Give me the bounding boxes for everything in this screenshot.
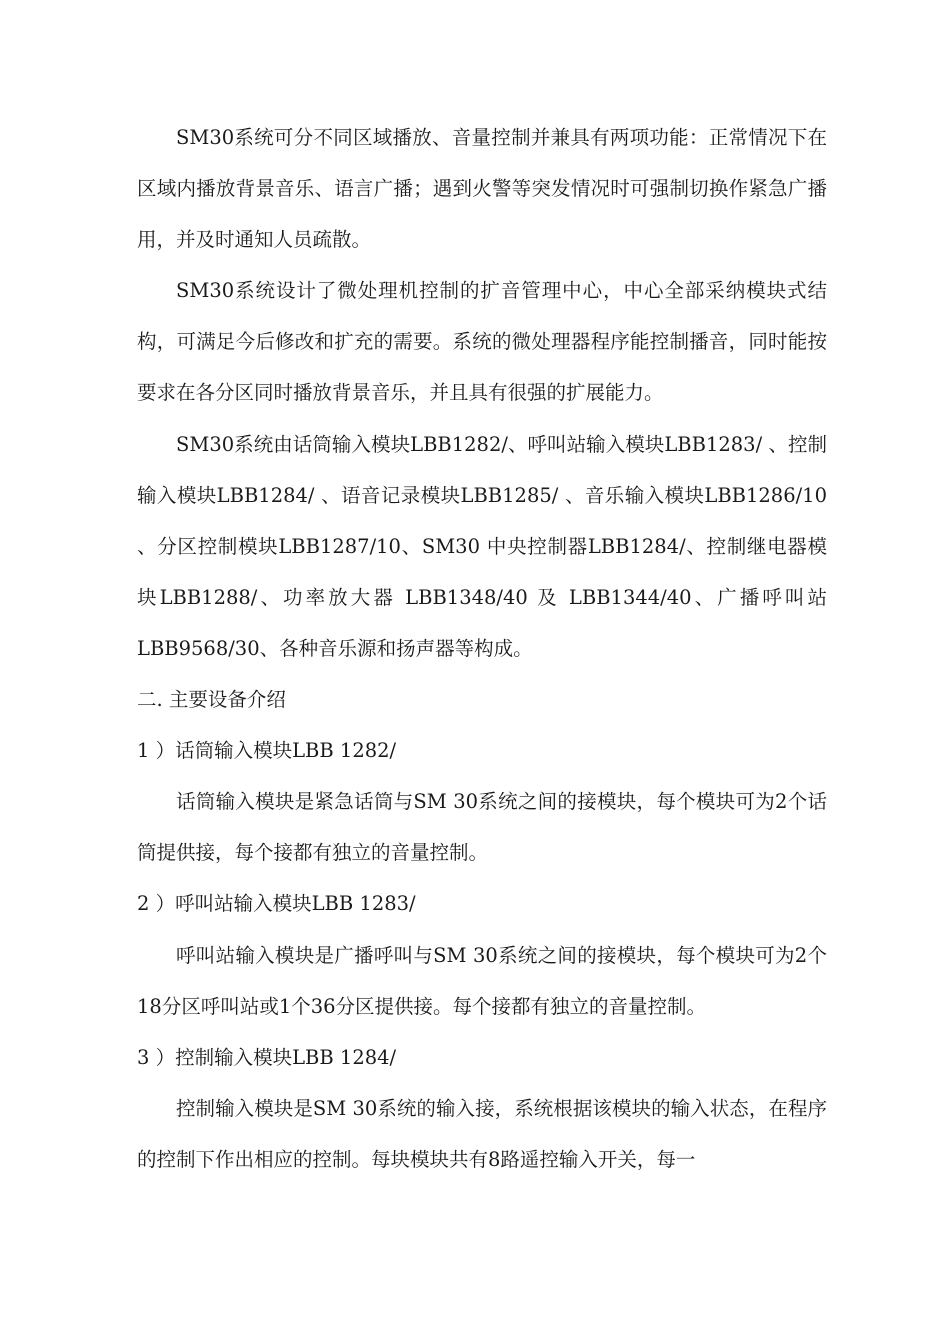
paragraph-mic-input-module: 话筒输入模块是紧急话筒与SM 30系统之间的接模块，每个模块可为2个话筒提供接，每个接都有独立的音量控制。 xyxy=(137,790,827,865)
document-body xyxy=(137,112,827,1185)
subheading-call-station-module: 2 ）呼叫站输入模块LBB 1283/ xyxy=(137,892,416,916)
paragraph-sm30-control-center: SM30系统设计了微处理机控制的扩音管理中心，中心全部采纳模块式结构，可满足今后修改和扩充的需要。系统的微处理器程序能控制播音，同时能按要求在各分区同时播放背景音乐，并且具有很强的扩展能力。 xyxy=(137,279,827,405)
paragraph-call-station-module: 呼叫站输入模块是广播呼叫与SM 30系统之间的接模块，每个模块可为2个18分区呼叫站或1个36分区提供接。每个接都有独立的音量控制。 xyxy=(137,943,827,1018)
paragraph-control-input-module: 控制输入模块是SM 30系统的输入接，系统根据该模块的输入状态，在程序的控制下作出相应的控制。每块模块共有8路遥控输入开关，每一 xyxy=(137,1096,827,1171)
subheading-control-input-module: 3 ）控制输入模块LBB 1284/ xyxy=(137,1045,397,1069)
section-heading-main-equipment: 二. 主要设备介绍 xyxy=(137,688,286,712)
paragraph-sm30-components: SM30系统由话筒输入模块LBB1282/、呼叫站输入模块LBB1283/ 、控制输入模块LBB1284/ 、语音记录模块LBB1285/ 、音乐输入模块LBB1286/10 、分区控制模块LBB1287/10、SM30 中央控制器LBB1284/、控制继电器模块LBB1288/、功率放大器 LBB1348/40 及 LBB1344/40、广播呼叫站LBB9568/30、各种音乐源和扬声器等构成。 xyxy=(137,432,827,660)
paragraph-sm30-zones: SM30系统可分不同区域播放、音量控制并兼具有两项功能：正常情况下在区域内播放背景音乐、语言广播；遇到火警等突发情况时可强制切换作紧急广播用，并及时通知人员疏散。 xyxy=(137,126,827,252)
subheading-mic-input-module: 1 ）话筒输入模块LBB 1282/ xyxy=(137,739,397,763)
